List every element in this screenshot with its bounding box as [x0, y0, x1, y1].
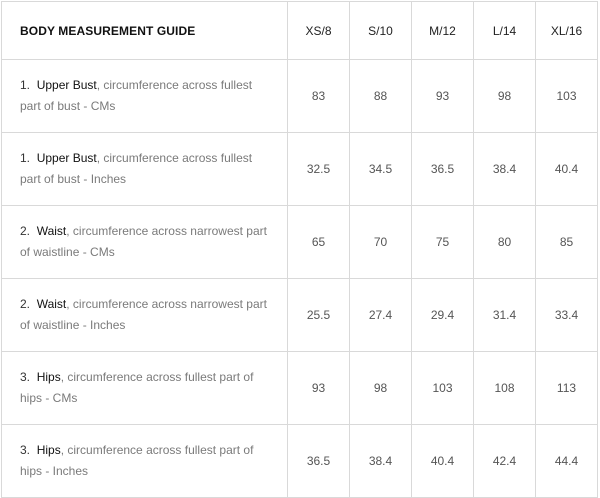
- value-cell-xl: 85: [536, 206, 598, 279]
- value-cell-xl: 113: [536, 352, 598, 425]
- measurement-description: [2, 352, 288, 425]
- value-cell-xl: 33.4: [536, 279, 598, 352]
- value-cell-xs: 83: [288, 60, 350, 133]
- value-cell-s: 98: [350, 352, 412, 425]
- value-cell-l: 42.4: [474, 425, 536, 498]
- size-header-l: L/14: [474, 2, 536, 60]
- table-row: [2, 133, 598, 206]
- measurement-description: [2, 279, 288, 352]
- value-cell-xs: 36.5: [288, 425, 350, 498]
- measurement-part-name: Upper Bust: [36, 151, 97, 165]
- size-header-s: S/10: [350, 2, 412, 60]
- table-row: [2, 279, 598, 352]
- header-row: [2, 2, 598, 60]
- measurement-number: 2.: [20, 297, 31, 311]
- measurement-part-name: Hips: [36, 443, 61, 457]
- value-cell-l: 108: [474, 352, 536, 425]
- value-cell-m: 36.5: [412, 133, 474, 206]
- measurement-number: 3.: [20, 370, 31, 384]
- value-cell-m: 40.4: [412, 425, 474, 498]
- measurement-detail: , circumference across fullest part of bust - CMs: [20, 78, 253, 113]
- table-row: [2, 425, 598, 498]
- size-header-m: M/12: [412, 2, 474, 60]
- value-cell-m: 103: [412, 352, 474, 425]
- measurement-number: 1.: [20, 78, 31, 92]
- measurement-detail: , circumference across fullest part of hips - Inches: [20, 443, 254, 478]
- measurement-detail: , circumference across fullest part of bust - Inches: [20, 151, 253, 186]
- size-header-xl: XL/16: [536, 2, 598, 60]
- table-row: [2, 60, 598, 133]
- measurement-number: 1.: [20, 151, 31, 165]
- value-cell-l: 31.4: [474, 279, 536, 352]
- body-measurement-table: [1, 1, 598, 498]
- measurement-description: [2, 425, 288, 498]
- value-cell-s: 34.5: [350, 133, 412, 206]
- value-cell-xl: 40.4: [536, 133, 598, 206]
- value-cell-s: 88: [350, 60, 412, 133]
- value-cell-s: 27.4: [350, 279, 412, 352]
- measurement-detail: , circumference across fullest part of hips - CMs: [20, 370, 254, 405]
- value-cell-xs: 32.5: [288, 133, 350, 206]
- value-cell-xs: 65: [288, 206, 350, 279]
- table-row: [2, 352, 598, 425]
- value-cell-xs: 25.5: [288, 279, 350, 352]
- measurement-number: 3.: [20, 443, 31, 457]
- measurement-part-name: Waist: [36, 297, 67, 311]
- size-header-xs: XS/8: [288, 2, 350, 60]
- table-title: BODY MEASUREMENT GUIDE: [2, 2, 288, 60]
- measurement-number: 2.: [20, 224, 31, 238]
- value-cell-s: 38.4: [350, 425, 412, 498]
- measurement-detail: , circumference across narrowest part of waistline - CMs: [20, 224, 267, 259]
- measurement-part-name: Hips: [36, 370, 61, 384]
- value-cell-xs: 93: [288, 352, 350, 425]
- value-cell-xl: 44.4: [536, 425, 598, 498]
- measurement-description: [2, 60, 288, 133]
- value-cell-m: 93: [412, 60, 474, 133]
- measurement-part-name: Waist: [36, 224, 67, 238]
- measurement-description: [2, 206, 288, 279]
- value-cell-l: 80: [474, 206, 536, 279]
- measurement-detail: , circumference across narrowest part of waistline - Inches: [20, 297, 267, 332]
- value-cell-l: 38.4: [474, 133, 536, 206]
- value-cell-m: 75: [412, 206, 474, 279]
- value-cell-m: 29.4: [412, 279, 474, 352]
- value-cell-xl: 103: [536, 60, 598, 133]
- value-cell-s: 70: [350, 206, 412, 279]
- value-cell-l: 98: [474, 60, 536, 133]
- table-row: [2, 206, 598, 279]
- measurement-part-name: Upper Bust: [36, 78, 97, 92]
- measurement-description: [2, 133, 288, 206]
